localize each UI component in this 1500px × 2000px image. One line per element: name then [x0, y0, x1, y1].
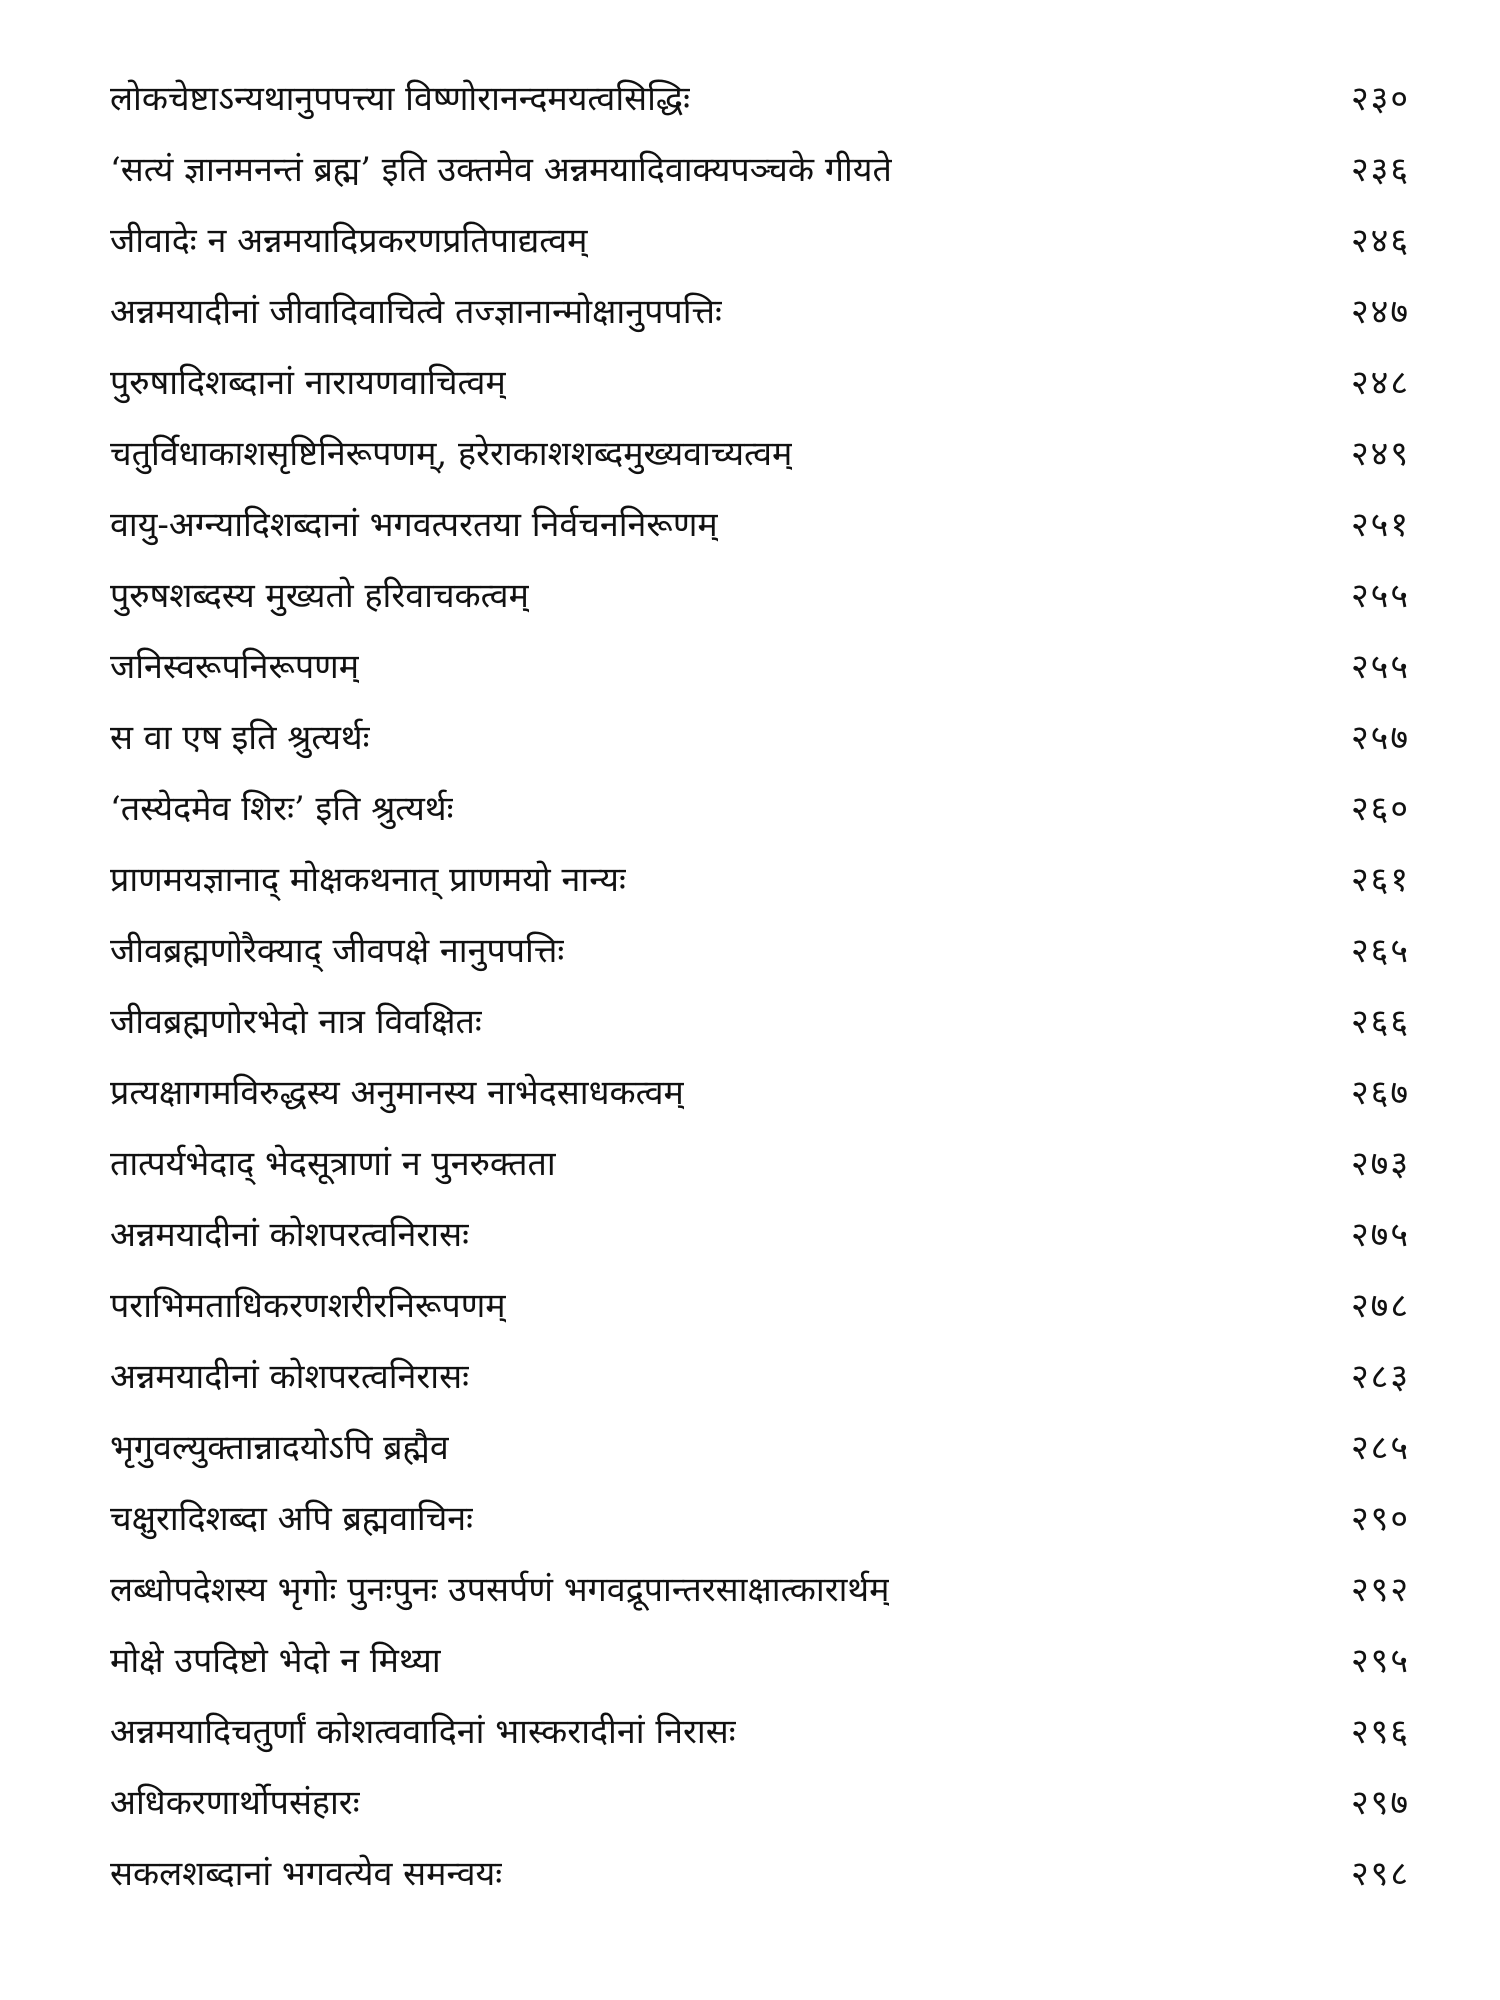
toc-entry	[110, 1766, 1410, 1840]
toc-entry	[110, 985, 1410, 1059]
toc-entry-title: पुरुषादिशब्दानां नारायणवाचित्वम्	[110, 363, 506, 403]
toc-entry	[110, 1269, 1410, 1343]
toc-entry-title: लोकचेष्टाऽन्यथानुपपत्त्या विष्णोरानन्दमयत्वसिद्धिः	[110, 79, 690, 119]
toc-entry-title: ‘सत्यं ज्ञानमनन्तं ब्रह्म’ इति उक्तमेव अन्नमयादिवाक्यपञ्चके गीयते	[110, 150, 892, 190]
toc-entry	[110, 772, 1410, 846]
toc-entry-title: अन्नमयादीनां जीवादिवाचित्वे तज्ज्ञानान्मोक्षानुपपत्तिः	[110, 292, 722, 332]
toc-entry-title: लब्धोपदेशस्य भृगोः पुनःपुनः उपसर्पणं भगवद्रूपान्तरसाक्षात्कारार्थम्	[110, 1570, 890, 1610]
toc-entry	[110, 1340, 1410, 1414]
toc-entry-page: २६६	[1350, 1002, 1410, 1042]
toc-entry-page: २५७	[1350, 718, 1410, 758]
toc-entry-page: २५५	[1350, 647, 1410, 687]
toc-entry-title: जीवब्रह्मणोरैक्याद् जीवपक्षे नानुपपत्तिः	[110, 931, 565, 971]
toc-entry	[110, 133, 1410, 207]
toc-entry-page: २९०	[1350, 1499, 1410, 1539]
toc-entry-title: भृगुवल्युक्तान्नादयोऽपि ब्रह्मैव	[110, 1428, 449, 1468]
toc-entry	[110, 843, 1410, 917]
toc-entry-title: जनिस्वरूपनिरूपणम्	[110, 647, 360, 687]
toc-entry-title: अन्नमयादिचतुर्णां कोशत्ववादिनां भास्करादीनां निरासः	[110, 1712, 736, 1752]
toc-entry	[110, 1056, 1410, 1130]
toc-entry	[110, 1553, 1410, 1627]
toc-entry-title: स वा एष इति श्रुत्यर्थः	[110, 718, 370, 758]
toc-entry-page: २७५	[1350, 1215, 1410, 1255]
toc-entry	[110, 1127, 1410, 1201]
toc-entry-title: जीवब्रह्मणोरभेदो नात्र विवक्षितः	[110, 1002, 482, 1042]
toc-entry-title: चक्षुरादिशब्दा अपि ब्रह्मवाचिनः	[110, 1499, 474, 1539]
toc-entry-page: २९२	[1350, 1570, 1410, 1610]
toc-entry-page: २९८	[1350, 1854, 1410, 1894]
toc-entry-title: सकलशब्दानां भगवत्येव समन्वयः	[110, 1854, 503, 1894]
toc-entry-page: २३०	[1350, 79, 1410, 119]
toc-entry-title: तात्पर्यभेदाद् भेदसूत्राणां न पुनरुक्तता	[110, 1144, 556, 1184]
toc-entry	[110, 275, 1410, 349]
toc-entry	[110, 630, 1410, 704]
toc-entry-page: २५५	[1350, 576, 1410, 616]
toc-entry-title: वायु-अग्न्यादिशब्दानां भगवत्परतया निर्वचननिरूणम्	[110, 505, 718, 545]
toc-entry-title: पुरुषशब्दस्य मुख्यतो हरिवाचकत्वम्	[110, 576, 529, 616]
toc-entry	[110, 1411, 1410, 1485]
toc-entry-page: २६७	[1350, 1073, 1410, 1113]
toc-entry-title: पराभिमताधिकरणशरीरनिरूपणम्	[110, 1286, 506, 1326]
toc-entry-title: अन्नमयादीनां कोशपरत्वनिरासः	[110, 1357, 469, 1397]
toc-entry	[110, 62, 1410, 136]
toc-entry-page: २६५	[1350, 931, 1410, 971]
toc-entry-page: २८३	[1350, 1357, 1410, 1397]
toc-entry-title: जीवादेः न अन्नमयादिप्रकरणप्रतिपाद्यत्वम्	[110, 221, 588, 261]
toc-entry-title: अन्नमयादीनां कोशपरत्वनिरासः	[110, 1215, 469, 1255]
toc-entry-page: २४६	[1350, 221, 1410, 261]
toc-entry-title: ‘तस्येदमेव शिरः’ इति श्रुत्यर्थः	[110, 789, 454, 829]
toc-entry-page: २९७	[1350, 1783, 1410, 1823]
toc-entry	[110, 1837, 1410, 1911]
toc-entry-page: २६०	[1350, 789, 1410, 829]
toc-entry-page: २७८	[1350, 1286, 1410, 1326]
toc-entry-page: २४९	[1350, 434, 1410, 474]
toc-entry-page: २७३	[1350, 1144, 1410, 1184]
toc-entry-page: २४८	[1350, 363, 1410, 403]
toc-entry-title: चतुर्विधाकाशसृष्टिनिरूपणम्, हरेराकाशशब्दमुख्यवाच्यत्वम्	[110, 434, 793, 474]
toc-entry-title: प्रत्यक्षागमविरुद्धस्य अनुमानस्य नाभेदसाधकत्वम्	[110, 1073, 684, 1113]
toc-entry-title: अधिकरणार्थोपसंहारः	[110, 1783, 360, 1823]
toc-entry-title: प्राणमयज्ञानाद् मोक्षकथनात् प्राणमयो नान्यः	[110, 860, 626, 900]
toc-entry-page: २८५	[1350, 1428, 1410, 1468]
toc-entry-page: २४७	[1350, 292, 1410, 332]
toc-entry	[110, 701, 1410, 775]
toc-entry	[110, 1482, 1410, 1556]
toc-entry	[110, 559, 1410, 633]
toc-entry	[110, 204, 1410, 278]
toc-entry	[110, 488, 1410, 562]
toc-entry-title: मोक्षे उपदिष्टो भेदो न मिथ्या	[110, 1641, 441, 1681]
toc-entry-page: २९६	[1350, 1712, 1410, 1752]
toc-entry	[110, 346, 1410, 420]
toc-entry-page: २३६	[1350, 150, 1410, 190]
toc-entry-page: २९५	[1350, 1641, 1410, 1681]
toc-entry	[110, 1198, 1410, 1272]
toc-entry-page: २६१	[1350, 860, 1410, 900]
toc-entry	[110, 1695, 1410, 1769]
toc-entry	[110, 914, 1410, 988]
toc-entry	[110, 1624, 1410, 1698]
toc-entry-page: २५१	[1350, 505, 1410, 545]
toc-entry	[110, 417, 1410, 491]
